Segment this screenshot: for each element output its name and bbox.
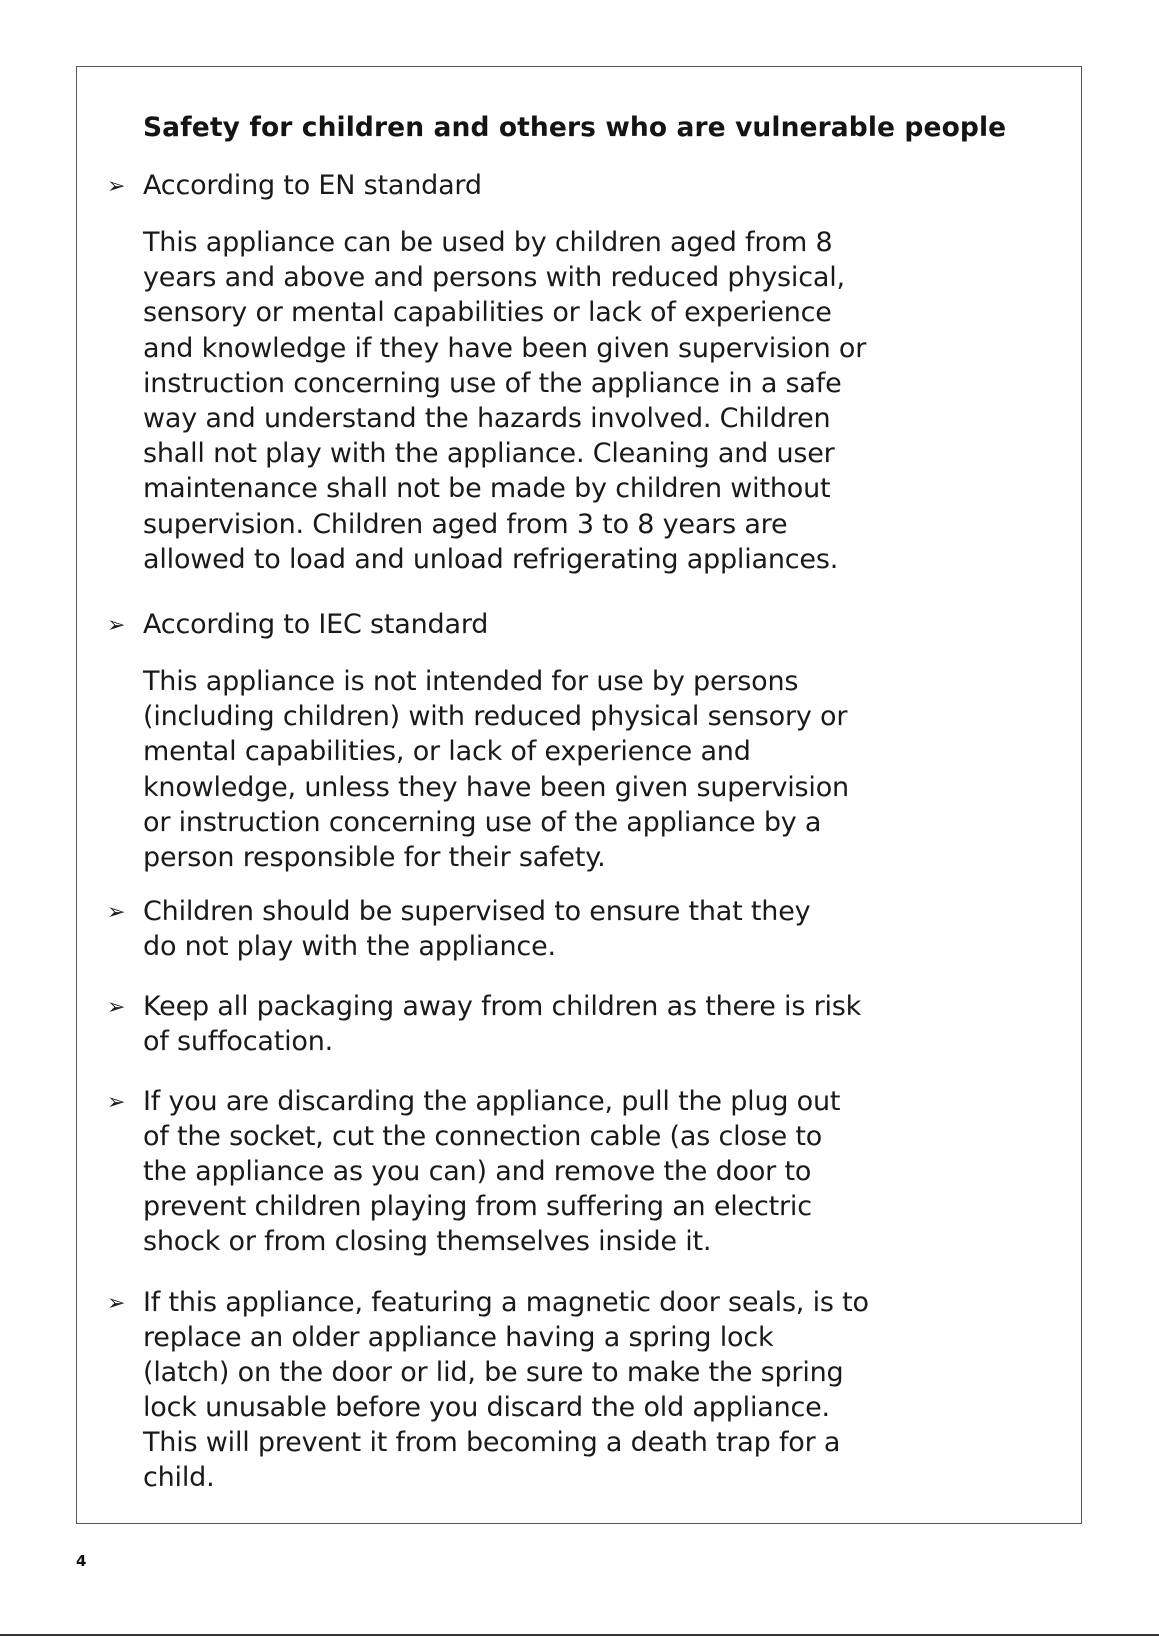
bullet-arrow-icon: ➢ <box>107 613 126 638</box>
item-body-iec-standard: This appliance is not intended for use by persons (including children) with reduced physical sensory or mental capabilities, or lack of experience and knowledge, unless they have been given supervision or instruction concerning use of the appliance by a person responsible for their safety. <box>143 666 849 874</box>
bottom-rule <box>0 1634 1159 1636</box>
section-heading: Safety for children and others who are vulnerable people <box>143 112 1007 143</box>
page-number: 4 <box>76 1552 87 1570</box>
bullet-arrow-icon: ➢ <box>107 174 126 199</box>
item-title-en-standard: According to EN standard <box>143 170 482 201</box>
item-text-packaging: Keep all packaging away from children as there is risk of suffocation. <box>143 991 862 1057</box>
bullet-arrow-icon: ➢ <box>107 1090 126 1115</box>
item-text-spring-lock: If this appliance, featuring a magnetic door seals, is to replace an older appliance having a spring lock (latch) on the door or lid, be sure to make the spring lock unusable before you discard the old appliance. This will prevent it from becoming a death trap for a child. <box>143 1287 869 1493</box>
bullet-arrow-icon: ➢ <box>107 1291 126 1316</box>
bullet-arrow-icon: ➢ <box>107 995 126 1020</box>
item-body-en-standard: This appliance can be used by children aged from 8 years and above and persons with reduced physical, sensory or mental capabilities or lack of experience and knowledge if they have been given supervision or instruction concerning use of the appliance in a safe way and understand the hazards involved. Children shall not play with the appliance. Cleaning and user maintenance shall not be made by children without supervision. Children aged from 3 to 8 years are allowed to load and unload refrigerating appliances. <box>143 227 867 575</box>
bullet-arrow-icon: ➢ <box>107 900 126 925</box>
item-title-iec-standard: According to IEC standard <box>143 609 489 640</box>
item-text-discarding: If you are discarding the appliance, pull the plug out of the socket, cut the connection cable (as close to the appliance as you can) and remove the door to prevent children playing from suffering an electric shock or from closing themselves inside it. <box>143 1086 841 1257</box>
item-text-supervision: Children should be supervised to ensure that they do not play with the appliance. <box>143 896 811 962</box>
